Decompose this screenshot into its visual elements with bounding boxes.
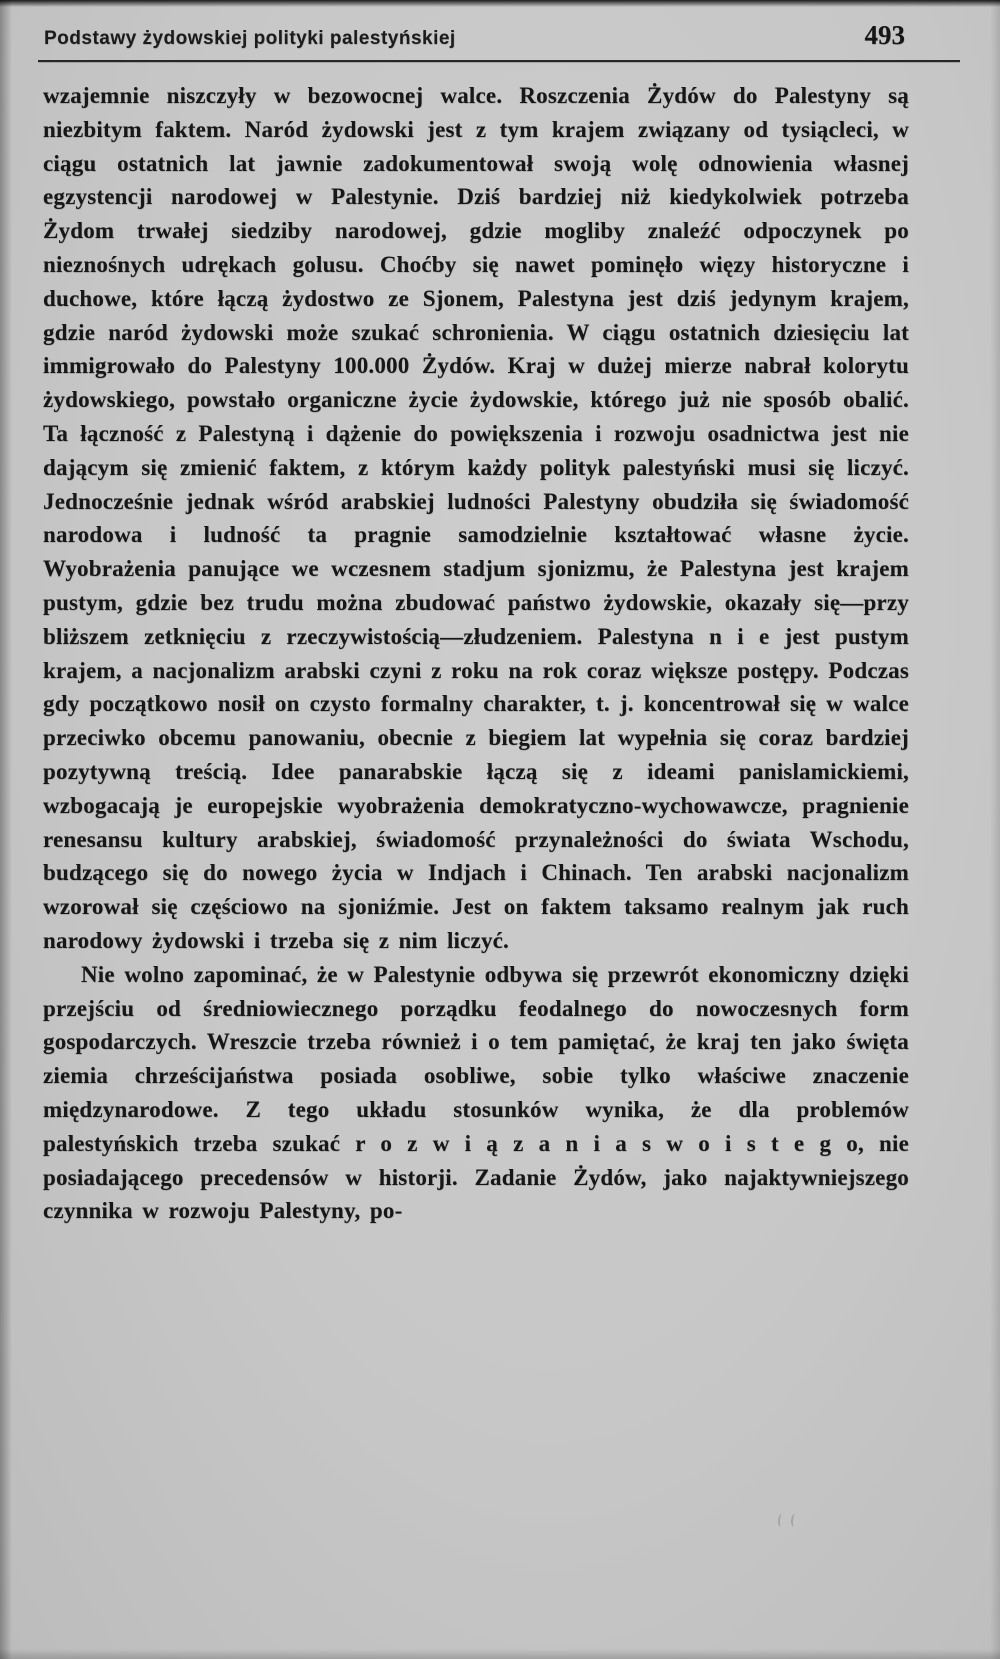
running-title: Podstawy żydowskiej polityki palestyńskiej xyxy=(44,28,456,49)
scan-artifact-smudge xyxy=(778,1514,804,1532)
page-body xyxy=(43,79,909,1228)
page-bottom-edge-shadow xyxy=(0,1649,1000,1659)
paragraph-continuation: wzajemnie niszczyły w bezowocnej walce. Roszczenia Żydów do Palestyny są niezbitym faktem. Naród żydowski jest z tym krajem związany od tysiącleci, w ciągu ostatnich lat jawnie zadokumentował swoją wolę odnowienia własnej egzystencji narodowej w Palestynie. Dziś bardziej niż kiedykolwiek potrzeba Żydom trwałej siedziby narodowej, gdzie mogliby znaleźć odpoczynek po nieznośnych udrękach golusu. Choćby się nawet pominęło więzy historyczne i duchowe, które łączą żydostwo ze Sjonem, Palestyna jest dziś jedynym krajem, gdzie naród żydowski może szukać schronienia. W ciągu ostatnich dziesięciu lat immigrowało do Palestyny 100.000 Żydów. Kraj w dużej mierze nabrał kolorytu żydowskiego, powstało organiczne życie żydowskie, którego już nie sposób obalić. Ta łączność z Palestyną i dążenie do powiększenia i rozwoju osadnictwa jest nie dającym się zmienić faktem, z którym każdy polityk palestyński musi się liczyć. Jednocześnie jednak wśród arabskiej ludności Palestyny obudziła się świadomość narodowa i ludność ta pragnie samodzielnie kształtować własne życie. Wyobrażenia panujące we wczesnem stadjum sjonizmu, że Palestyna jest krajem pustym, gdzie bez trudu można zbudować państwo żydowskie, okazały się—przy bliższem zetknięciu z rzeczywistością—złudzeniem. Palestyna n i e jest pustym krajem, a nacjonalizm arabski czyni z roku na rok coraz większe postępy. Podczas gdy początkowo nosił on czysto formalny charakter, t. j. koncentrował się w walce przeciwko obcemu panowaniu, obecnie z biegiem lat wypełnia się coraz bardziej pozytywną treścią. Idee panarabskie łączą się z ideami panislamickiemi, wzbogacają je europejskie wyobrażenia demokratyczno-wychowawcze, pragnienie renesansu kultury arabskiej, świadomość przynależności do świata Wschodu, budzącego się do nowego życia w Indjach i Chinach. Ten arabski nacjonalizm wzorował się częściowo na sjoniźmie. Jest on faktem taksamo realnym jak ruch narodowy żydowski i trzeba się z nim liczyć. xyxy=(43,83,909,953)
page-left-edge-shadow xyxy=(0,0,12,1659)
header-rule xyxy=(38,60,960,62)
paragraph: Nie wolno zapominać, że w Palestynie odbywa się przewrót ekonomiczny dzięki przejściu od średniowiecznego porządku feodalnego do nowoczesnych form gospodarczych. Wreszcie trzeba również i o tem pamiętać, że kraj ten jako święta ziemia chrześcijaństwa posiada osobliwe, sobie tylko właściwe znaczenie międzynarodowe. Z tego układu stosunków wynika, że dla problemów palestyńskich trzeba szukać r o z w i ą z a n i a s w o i s t e g o, nie posiadającego precedensów w historji. Zadanie Żydów, jako najaktywniejszego czynnika w rozwoju Palestyny, po- xyxy=(43,961,909,1224)
page-right-edge-shadow xyxy=(990,0,1000,1659)
page-top-edge-shadow xyxy=(0,0,1000,7)
page-number: 493 xyxy=(864,20,905,50)
page-header xyxy=(44,20,905,51)
